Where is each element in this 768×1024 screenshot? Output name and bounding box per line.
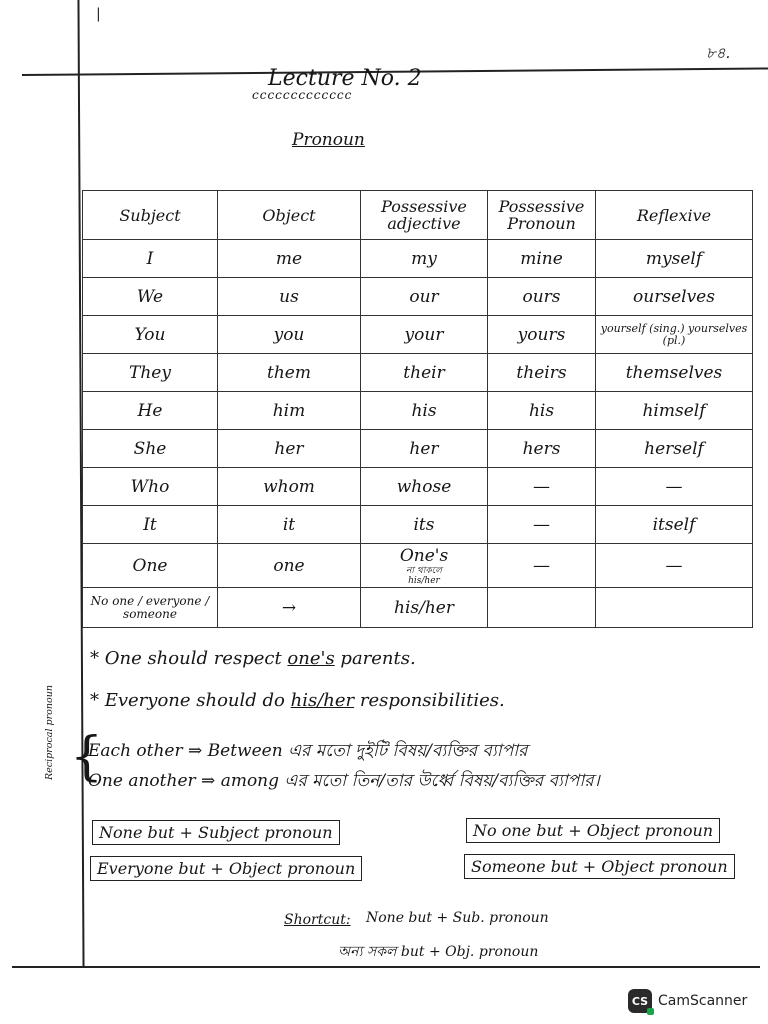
table-cell: it (218, 506, 361, 544)
reciprocal-side-label: Reciprocal pronoun (44, 685, 55, 780)
shortcut-line-2: অন্য সকল but + Obj. pronoun (338, 944, 539, 960)
section-heading: Pronoun (292, 130, 365, 150)
example-sentence-1 (90, 648, 416, 669)
table-cell: He (83, 392, 218, 430)
table-cell: It (83, 506, 218, 544)
header-subject: Subject (83, 191, 218, 240)
tick-mark: | (96, 6, 101, 22)
camscanner-watermark (628, 988, 747, 1014)
table-cell: her (218, 430, 361, 468)
example-2-underlined: his/her (290, 690, 355, 711)
example-2-text: * Everyone should do (90, 690, 291, 711)
table-cell: you (218, 316, 361, 354)
table-cell: herself (596, 430, 753, 468)
table-cell: themselves (596, 354, 753, 392)
table-cell: — (488, 506, 596, 544)
table-cell: itself (596, 506, 753, 544)
header-reflexive: Reflexive (596, 191, 753, 240)
rule-box-none-but: None but + Subject pronoun (92, 820, 340, 845)
bottom-rule (12, 966, 760, 968)
table-cell: whose (361, 468, 488, 506)
table-cell: their (361, 354, 488, 392)
table-cell: its (361, 506, 488, 544)
table-cell: theirs (488, 354, 596, 392)
table-cell: hers (488, 430, 596, 468)
table-cell: them (218, 354, 361, 392)
table-cell: mine (488, 240, 596, 278)
table-cell: me (218, 240, 361, 278)
table-cell: yourself (sing.) yourselves (pl.) (596, 316, 753, 354)
table-cell: Who (83, 468, 218, 506)
table-cell: him (218, 392, 361, 430)
table-cell: our (361, 278, 488, 316)
title-underline: ccccccccccccc (252, 88, 353, 102)
ones-note: his/her (408, 575, 440, 586)
table-row (83, 354, 753, 392)
table-cell: myself (596, 240, 753, 278)
header-object: Object (218, 191, 361, 240)
table-row (83, 392, 753, 430)
table-cell: one (218, 544, 361, 588)
table-row (83, 544, 753, 588)
camscanner-logo-icon: CS (628, 989, 652, 1013)
table-cell (488, 588, 596, 628)
shortcut-line-1: None but + Sub. pronoun (366, 910, 549, 926)
page-number: ৮৪. (706, 44, 731, 62)
table-cell: ourselves (596, 278, 753, 316)
table-cell: We (83, 278, 218, 316)
table-cell: ours (488, 278, 596, 316)
pronoun-table (82, 190, 753, 628)
table-cell: my (361, 240, 488, 278)
table-cell: — (596, 544, 753, 588)
table-cell: You (83, 316, 218, 354)
table-cell: his/her (361, 588, 488, 628)
table-cell: — (488, 544, 596, 588)
table-row (83, 316, 753, 354)
table-cell (596, 588, 753, 628)
ones-possessive: One's (399, 545, 449, 566)
reciprocal-line-1: Each other ⇒ Between এর মতো দুইটি বিষয়/ব্যক্তির ব্যাপার (88, 741, 528, 761)
table-cell: — (488, 468, 596, 506)
table-cell: One (83, 544, 218, 588)
reciprocal-line-2: One another ⇒ among এর মতো তিন/তার উর্ধ্বে বিষয়/ব্যক্তির ব্যাপার। (88, 771, 600, 791)
table-row (83, 468, 753, 506)
shortcut-label: Shortcut: (284, 912, 351, 928)
rule-box-everyone-but: Everyone but + Object pronoun (90, 856, 362, 881)
table-row (83, 506, 753, 544)
table-cell: → (218, 588, 361, 628)
table-cell: — (596, 468, 753, 506)
example-sentence-2 (90, 690, 505, 711)
table-row (83, 278, 753, 316)
example-2-end: responsibilities. (354, 690, 505, 711)
lecture-title: Lecture No. 2 (268, 66, 422, 91)
table-cell: himself (596, 392, 753, 430)
header-possessive-adjective: Possessive adjective (361, 191, 488, 240)
table-row (83, 430, 753, 468)
camscanner-text: CamScanner (658, 993, 748, 1009)
example-1-end: parents. (334, 648, 416, 669)
table-row (83, 588, 753, 628)
table-cell: his (361, 392, 488, 430)
example-1-underlined: one's (287, 648, 335, 669)
table-cell-ones (361, 544, 488, 588)
table-cell: yours (488, 316, 596, 354)
table-cell: whom (218, 468, 361, 506)
table-cell: his (488, 392, 596, 430)
table-cell: She (83, 430, 218, 468)
table-cell: They (83, 354, 218, 392)
table-cell: I (83, 240, 218, 278)
rule-box-someone-but: Someone but + Object pronoun (464, 854, 735, 879)
table-cell: your (361, 316, 488, 354)
ones-note-bengali: না থাকলে (406, 565, 442, 576)
table-header-row (83, 191, 753, 240)
reciprocal-brace: { (70, 727, 104, 787)
table-cell: her (361, 430, 488, 468)
table-row (83, 240, 753, 278)
example-1-text: * One should respect (90, 648, 288, 669)
table-cell: No one / everyone / someone (83, 588, 218, 628)
table-cell: us (218, 278, 361, 316)
header-possessive-pronoun: Possessive Pronoun (488, 191, 596, 240)
rule-box-no-one-but: No one but + Object pronoun (466, 818, 720, 843)
